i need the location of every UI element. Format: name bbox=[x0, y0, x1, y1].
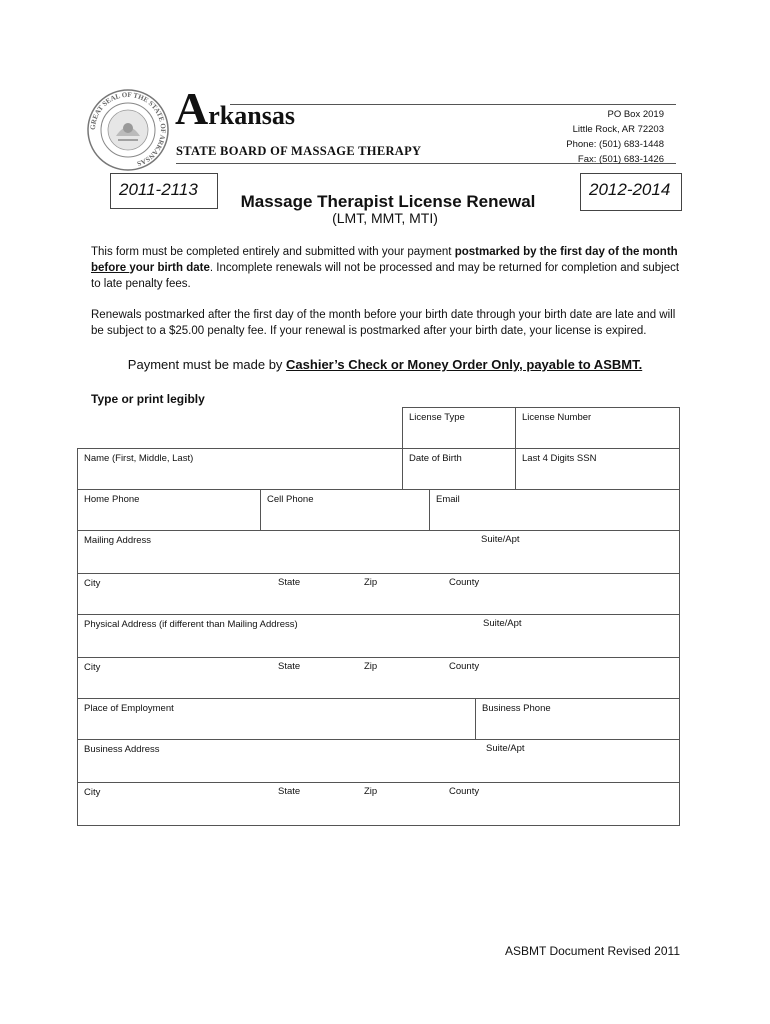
header-rule-top bbox=[230, 104, 676, 105]
document-revision: ASBMT Document Revised 2011 bbox=[505, 944, 680, 958]
state-initial: A bbox=[175, 83, 209, 134]
phone: Phone: (501) 683-1448 bbox=[566, 139, 664, 150]
email-field[interactable]: Email bbox=[429, 489, 680, 531]
mailing-suite-label: Suite/Apt bbox=[481, 534, 520, 545]
payment-note: Payment must be made by Cashier’s Check or Money Order Only, payable to ASBMT. bbox=[127, 357, 643, 372]
cell-phone-field[interactable]: Cell Phone bbox=[260, 489, 430, 531]
form-subtitle: (LMT, MMT, MTI) bbox=[332, 210, 438, 226]
state-seal bbox=[86, 88, 170, 172]
form-title: Massage Therapist License Renewal bbox=[240, 192, 536, 211]
board-name: STATE BOARD OF MASSAGE THERAPY bbox=[176, 144, 422, 158]
type-legibly: Type or print legibly bbox=[91, 392, 205, 406]
name-field[interactable]: Name (First, Middle, Last) bbox=[77, 448, 403, 490]
year-box-right: 2012-2014 bbox=[580, 173, 682, 211]
business-phone-field[interactable]: Business Phone bbox=[475, 698, 680, 740]
home-phone-field[interactable]: Home Phone bbox=[77, 489, 261, 531]
license-number-field[interactable]: License Number bbox=[515, 407, 680, 449]
physical-address-field[interactable]: Physical Address (if different than Mailing Address) Suite/Apt bbox=[77, 614, 680, 658]
physical-city-row[interactable]: City State Zip County bbox=[77, 657, 680, 699]
business-city-row[interactable]: City State Zip County bbox=[77, 782, 680, 826]
place-of-employment-field[interactable]: Place of Employment bbox=[77, 698, 476, 740]
contact-block bbox=[566, 107, 664, 167]
seal-text: GREAT SEAL OF THE STATE OF ARKANSAS bbox=[88, 90, 168, 168]
year-box-left: 2011-2113 bbox=[110, 173, 218, 209]
state-rest: rkansas bbox=[208, 101, 295, 130]
ssn-field[interactable]: Last 4 Digits SSN bbox=[515, 448, 680, 490]
state-name bbox=[175, 83, 295, 134]
fax: Fax: (501) 683-1426 bbox=[577, 154, 664, 165]
payment-method: Cashier’s Check or Money Order Only, payable to ASBMT. bbox=[286, 357, 643, 372]
dob-field[interactable]: Date of Birth bbox=[402, 448, 516, 490]
instructions-paragraph-2: Renewals postmarked after the first day of the month before your birth date through your birth date are late and will be subject to a $25.00 penalty fee. If your renewal is postmarked after your birth date, your license is expired. bbox=[91, 309, 676, 337]
business-address-field[interactable]: Business Address Suite/Apt bbox=[77, 739, 680, 783]
mailing-address-field[interactable]: Mailing Address Suite/Apt bbox=[77, 530, 680, 574]
license-type-field[interactable]: License Type bbox=[402, 407, 516, 449]
business-suite-label: Suite/Apt bbox=[486, 743, 525, 754]
physical-suite-label: Suite/Apt bbox=[483, 618, 522, 629]
mailing-city-row[interactable]: City State Zip County bbox=[77, 573, 680, 615]
instructions-paragraph-1: This form must be completed entirely and submitted with your payment postmarked by the first day of the month before your birth date. Incomplete renewals will not be processed and may be returned for completion and subject to late penalty fees. bbox=[91, 246, 680, 290]
po-box: PO Box 2019 bbox=[607, 109, 664, 120]
city-line: Little Rock, AR 72203 bbox=[572, 124, 664, 135]
